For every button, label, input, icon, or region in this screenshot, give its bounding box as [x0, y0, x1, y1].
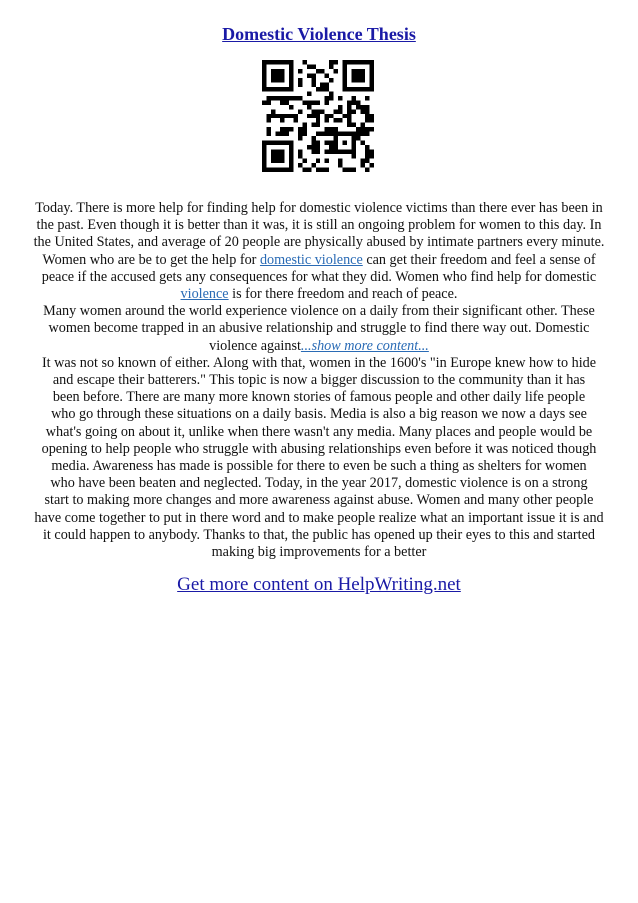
text-line [18, 252, 620, 269]
text-segment: It was not so known of either. Along with that, women in the 1600's "in Europe knew how to hide [41, 354, 597, 371]
text-segment: can get their freedom and feel a sense of [362, 251, 596, 268]
keyword-link[interactable]: violence [180, 286, 229, 303]
text-line [18, 406, 620, 423]
text-segment: have come together to put in there word and to make people realize what an important issue it is and [34, 509, 604, 526]
text-line [18, 338, 620, 355]
text-segment: it could happen to anybody. Thanks to that, the public has opened up their eyes to this and started [42, 526, 595, 543]
text-line [18, 320, 620, 337]
text-line [18, 286, 620, 303]
essay-excerpt [18, 200, 620, 561]
text-segment: Women who are be to get the help for [42, 251, 260, 268]
text-segment: the United States, and average of 20 people are physically abused by intimate partners every minute. [33, 234, 605, 251]
text-line [18, 510, 620, 527]
text-line [18, 217, 620, 234]
text-segment: women become trapped in an abusive relationship and struggle to find there way out. Domestic [48, 320, 590, 337]
text-segment: who go through these situations on a daily basis. Media is also a big reason we now a days see [51, 406, 587, 423]
text-segment: and escape their batterers." This topic is now a bigger discussion to the community than it has [52, 372, 586, 389]
text-line [18, 441, 620, 458]
text-segment: the past. Even though it is better than it was, it is still an ongoing problem for women to this day. In [36, 217, 602, 234]
text-segment: Today. There is more help for finding help for domestic violence victims than there ever has been in [35, 200, 603, 216]
text-segment: start to making more changes and more awareness against abuse. Women and many other people [44, 492, 594, 509]
qr-code-icon [262, 60, 374, 172]
text-segment: Many women around the world experience violence on a daily from their significant other. These [43, 303, 595, 320]
text-line [18, 200, 620, 217]
text-segment: violence against [209, 337, 301, 354]
text-segment: opening to help people who struggle with abusing relationships even before it was noticed though [41, 440, 597, 457]
text-segment: been before. There are many more known stories of famous people and other daily life people [52, 389, 586, 406]
text-segment: making big improvements for a better [211, 544, 427, 561]
text-line [18, 355, 620, 372]
text-line [18, 458, 620, 475]
text-line [18, 492, 620, 509]
keyword-link[interactable]: domestic violence [259, 251, 363, 268]
get-more-content-link[interactable]: Get more content on HelpWriting.net [177, 574, 461, 595]
text-line [18, 475, 620, 492]
text-line [18, 303, 620, 320]
show-more-link[interactable]: ...show more content... [300, 337, 429, 354]
text-segment: who have been beaten and neglected. Today, in the year 2017, domestic violence is on a strong [50, 475, 588, 492]
text-line [18, 424, 620, 441]
text-segment: is for there freedom and reach of peace. [228, 286, 458, 303]
text-line [18, 389, 620, 406]
text-line [18, 544, 620, 561]
text-segment: media. Awareness has made is possible for there to even be such a thing as shelters for women [51, 458, 587, 475]
text-segment: peace if the accused gets any consequences for what they did. Women who find help for domestic [41, 268, 597, 285]
document-title[interactable]: Domestic Violence Thesis [222, 24, 416, 44]
text-line [18, 234, 620, 251]
text-segment: what's going on about it, unlike when there wasn't any media. Many places and people would be [45, 423, 593, 440]
text-line [18, 269, 620, 286]
text-line [18, 527, 620, 544]
text-line [18, 372, 620, 389]
